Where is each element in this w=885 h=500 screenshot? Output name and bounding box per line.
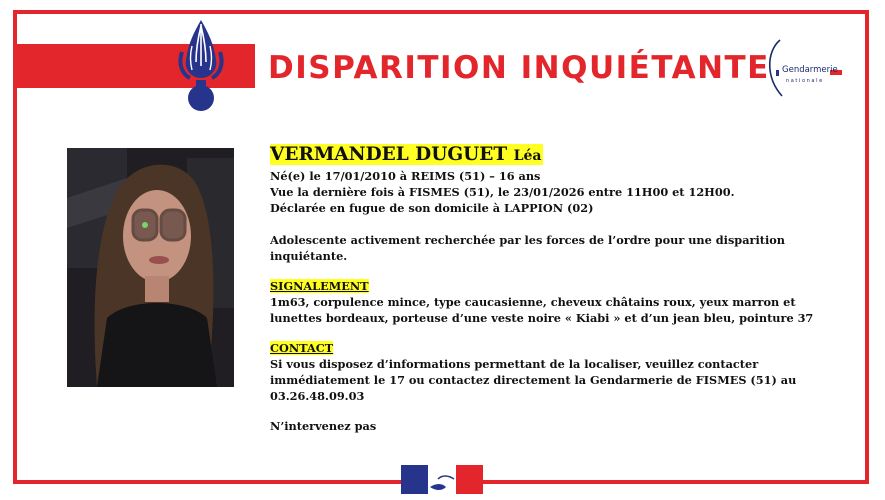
summary-text: Adolescente activement recherchée par les forces de l’ordre pour une disparition inquiétante. <box>270 233 786 263</box>
person-given-name: Léa <box>513 148 542 164</box>
grenade-icon <box>174 16 228 112</box>
gendarmerie-logo-text: Gendarmerie <box>782 65 838 75</box>
notice-content <box>270 143 830 434</box>
contact-heading: CONTACT <box>270 341 334 355</box>
signalement-heading: SIGNALEMENT <box>270 279 369 293</box>
birth-info: Né(e) le 17/01/2010 à REIMS (51) – 16 ans <box>270 169 541 183</box>
gendarmerie-logo-subtext: nationale <box>786 78 824 84</box>
missing-person-photo <box>67 148 234 387</box>
person-name <box>270 144 543 165</box>
contact-text: Si vous disposez d’informations permettant de la localiser, veuillez contacter immédiatement le 17 ou contactez directement la Gendarmerie de FISMES (51) au 03.26.48.09.03 <box>270 357 797 403</box>
warning-text: N’intervenez pas <box>270 419 377 433</box>
gendarmerie-logo <box>764 38 844 100</box>
poster-title: DISPARITION INQUIÉTANTE <box>268 50 770 86</box>
declared-info: Déclarée en fugue de son domicile à LAPPION (02) <box>270 201 594 215</box>
person-surname: VERMANDEL DUGUET <box>270 144 508 165</box>
signalement-text: 1m63, corpulence mince, type caucasienne, cheveux châtains roux, yeux marron et lunettes bordeaux, porteuse d’une veste noire « Kiabi » et d’un jean bleu, pointure 37 <box>270 295 814 325</box>
marianne-profile-icon <box>428 465 456 494</box>
name-line <box>270 143 830 168</box>
last-seen-info: Vue la dernière fois à FISMES (51), le 23/01/2026 entre 11H00 et 12H00. <box>270 185 735 199</box>
portrait-image <box>67 148 234 387</box>
marianne-logo <box>401 465 483 494</box>
